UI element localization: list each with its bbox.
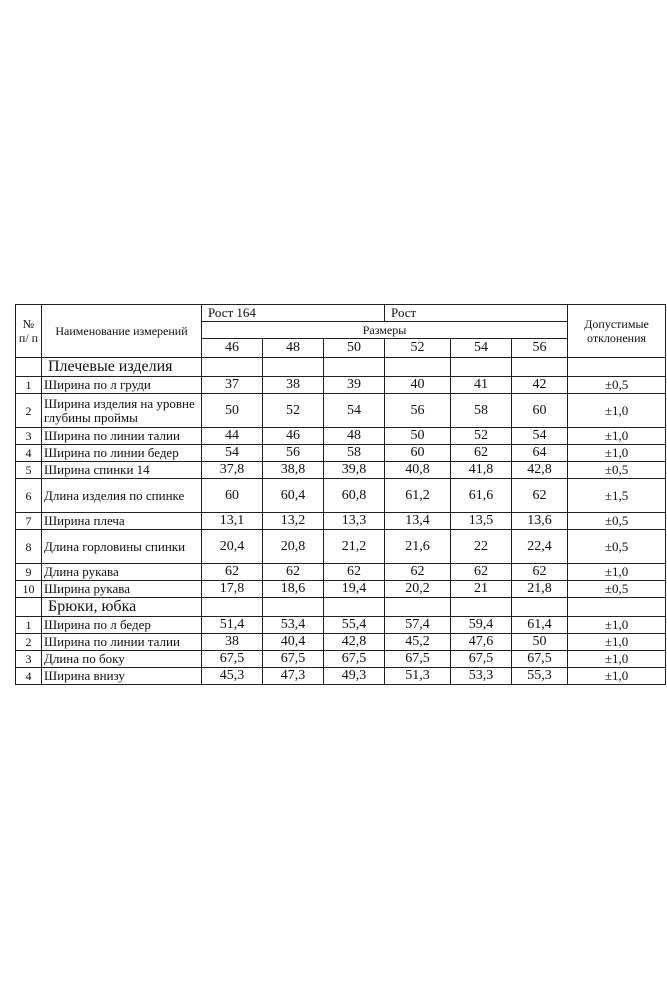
- size-value: 44: [202, 428, 263, 445]
- tolerance-value: ±1,0: [568, 445, 666, 462]
- size-value: 52: [263, 394, 324, 428]
- section-title: Плечевые изделия: [42, 358, 202, 377]
- measurement-name: Ширина по линии талии: [42, 634, 202, 651]
- size-value: 21,2: [324, 530, 385, 564]
- tolerance-value: ±1,0: [568, 634, 666, 651]
- size-col-46: 46: [202, 339, 263, 358]
- size-value: 39,8: [324, 462, 385, 479]
- size-value: 62: [451, 445, 512, 462]
- row-number: 3: [16, 428, 42, 445]
- size-value: 21,8: [512, 581, 568, 598]
- header-rost-left: Рост 164: [202, 305, 385, 322]
- tolerance-value: ±1,5: [568, 479, 666, 513]
- header-tolerance: Допустимые отклонения: [568, 305, 666, 358]
- size-value: 57,4: [385, 617, 451, 634]
- size-value: 61,2: [385, 479, 451, 513]
- size-value: 20,8: [263, 530, 324, 564]
- size-chart: [15, 304, 665, 685]
- size-value: 46: [263, 428, 324, 445]
- size-value: 13,3: [324, 513, 385, 530]
- table-row: [16, 564, 666, 581]
- size-value: 61,4: [512, 617, 568, 634]
- tolerance-value: ±0,5: [568, 377, 666, 394]
- size-value: 54: [324, 394, 385, 428]
- size-value: 42,8: [512, 462, 568, 479]
- size-col-50: 50: [324, 339, 385, 358]
- row-number: 1: [16, 377, 42, 394]
- size-value: 62: [263, 564, 324, 581]
- section-empty-cell: [451, 598, 512, 617]
- size-value: 59,4: [451, 617, 512, 634]
- measurement-name: Длина по боку: [42, 651, 202, 668]
- size-value: 17,8: [202, 581, 263, 598]
- header-rost-right: Рост: [385, 305, 568, 322]
- table-row: [16, 445, 666, 462]
- size-value: 22: [451, 530, 512, 564]
- size-value: 22,4: [512, 530, 568, 564]
- size-value: 40: [385, 377, 451, 394]
- size-value: 54: [202, 445, 263, 462]
- table-row: [16, 513, 666, 530]
- tolerance-value: ±1,0: [568, 394, 666, 428]
- size-col-48: 48: [263, 339, 324, 358]
- section-empty-cell: [451, 358, 512, 377]
- size-value: 48: [324, 428, 385, 445]
- tolerance-value: ±1,0: [568, 428, 666, 445]
- row-number: 4: [16, 668, 42, 685]
- size-value: 58: [324, 445, 385, 462]
- table-row: [16, 668, 666, 685]
- size-value: 54: [512, 428, 568, 445]
- measurement-name: Ширина изделия на уровне глубины проймы: [42, 394, 202, 428]
- tolerance-value: ±0,5: [568, 513, 666, 530]
- header-number: № п/ п: [16, 305, 42, 358]
- size-value: 67,5: [512, 651, 568, 668]
- size-value: 51,4: [202, 617, 263, 634]
- size-value: 40,4: [263, 634, 324, 651]
- tolerance-value: ±0,5: [568, 581, 666, 598]
- size-value: 67,5: [202, 651, 263, 668]
- size-value: 42,8: [324, 634, 385, 651]
- size-value: 60: [385, 445, 451, 462]
- section-empty-cell: [202, 598, 263, 617]
- section-empty-cell: [568, 358, 666, 377]
- size-value: 49,3: [324, 668, 385, 685]
- section-number-cell: [16, 358, 42, 377]
- section-number-cell: [16, 598, 42, 617]
- size-value: 41: [451, 377, 512, 394]
- measurement-name: Длина рукава: [42, 564, 202, 581]
- size-value: 20,2: [385, 581, 451, 598]
- tolerance-value: ±1,0: [568, 617, 666, 634]
- size-value: 37: [202, 377, 263, 394]
- section-empty-cell: [568, 598, 666, 617]
- size-value: 37,8: [202, 462, 263, 479]
- size-value: 38,8: [263, 462, 324, 479]
- size-value: 60: [512, 394, 568, 428]
- table-row: [16, 530, 666, 564]
- size-value: 67,5: [385, 651, 451, 668]
- size-value: 56: [263, 445, 324, 462]
- size-value: 13,5: [451, 513, 512, 530]
- section-title: Брюки, юбка: [42, 598, 202, 617]
- size-value: 51,3: [385, 668, 451, 685]
- measurement-name: Ширина по л груди: [42, 377, 202, 394]
- table-row: [16, 394, 666, 428]
- tolerance-value: ±1,0: [568, 668, 666, 685]
- size-value: 13,2: [263, 513, 324, 530]
- size-value: 40,8: [385, 462, 451, 479]
- header-name: Наименование измерений: [42, 305, 202, 358]
- measurement-name: Ширина рукава: [42, 581, 202, 598]
- header-sizes: Размеры: [202, 322, 568, 339]
- size-value: 45,2: [385, 634, 451, 651]
- size-value: 13,1: [202, 513, 263, 530]
- size-value: 56: [385, 394, 451, 428]
- size-value: 61,6: [451, 479, 512, 513]
- size-value: 42: [512, 377, 568, 394]
- section-empty-cell: [202, 358, 263, 377]
- row-number: 4: [16, 445, 42, 462]
- size-value: 62: [202, 564, 263, 581]
- measurement-name: Ширина по линии бедер: [42, 445, 202, 462]
- row-number: 9: [16, 564, 42, 581]
- size-value: 19,4: [324, 581, 385, 598]
- table-row: [16, 634, 666, 651]
- section-empty-cell: [324, 358, 385, 377]
- measurement-name: Ширина внизу: [42, 668, 202, 685]
- size-value: 52: [451, 428, 512, 445]
- size-value: 62: [385, 564, 451, 581]
- size-value: 60: [202, 479, 263, 513]
- tolerance-value: ±1,0: [568, 651, 666, 668]
- measurement-name: Длина горловины спинки: [42, 530, 202, 564]
- size-value: 21: [451, 581, 512, 598]
- size-value: 62: [512, 564, 568, 581]
- size-value: 62: [512, 479, 568, 513]
- section-empty-cell: [263, 358, 324, 377]
- section-empty-cell: [512, 358, 568, 377]
- table-row: [16, 428, 666, 445]
- size-value: 20,4: [202, 530, 263, 564]
- size-value: 47,3: [263, 668, 324, 685]
- measurement-name: Ширина плеча: [42, 513, 202, 530]
- size-value: 67,5: [263, 651, 324, 668]
- size-value: 21,6: [385, 530, 451, 564]
- table-row: [16, 462, 666, 479]
- size-value: 13,6: [512, 513, 568, 530]
- measurement-name: Длина изделия по спинке: [42, 479, 202, 513]
- measurement-name: Ширина спинки 14: [42, 462, 202, 479]
- size-value: 53,4: [263, 617, 324, 634]
- size-col-54: 54: [451, 339, 512, 358]
- row-number: 8: [16, 530, 42, 564]
- section-empty-cell: [263, 598, 324, 617]
- size-value: 38: [202, 634, 263, 651]
- section-empty-cell: [385, 598, 451, 617]
- measurement-name: Ширина по л бедер: [42, 617, 202, 634]
- size-value: 13,4: [385, 513, 451, 530]
- row-number: 6: [16, 479, 42, 513]
- tolerance-value: ±1,0: [568, 564, 666, 581]
- size-col-56: 56: [512, 339, 568, 358]
- size-col-52: 52: [385, 339, 451, 358]
- section-empty-cell: [385, 358, 451, 377]
- size-value: 62: [451, 564, 512, 581]
- size-value: 45,3: [202, 668, 263, 685]
- size-value: 50: [512, 634, 568, 651]
- row-number: 3: [16, 651, 42, 668]
- size-value: 38: [263, 377, 324, 394]
- size-value: 41,8: [451, 462, 512, 479]
- measurement-name: Ширина по линии талии: [42, 428, 202, 445]
- size-value: 47,6: [451, 634, 512, 651]
- size-value: 60,8: [324, 479, 385, 513]
- size-value: 67,5: [451, 651, 512, 668]
- tolerance-value: ±0,5: [568, 462, 666, 479]
- size-value: 55,4: [324, 617, 385, 634]
- size-value: 67,5: [324, 651, 385, 668]
- row-number: 5: [16, 462, 42, 479]
- size-value: 64: [512, 445, 568, 462]
- row-number: 1: [16, 617, 42, 634]
- table-row: [16, 377, 666, 394]
- size-value: 53,3: [451, 668, 512, 685]
- table-row: [16, 581, 666, 598]
- row-number: 2: [16, 634, 42, 651]
- section-empty-cell: [512, 598, 568, 617]
- size-value: 62: [324, 564, 385, 581]
- size-value: 50: [385, 428, 451, 445]
- section-empty-cell: [324, 598, 385, 617]
- size-value: 55,3: [512, 668, 568, 685]
- size-value: 39: [324, 377, 385, 394]
- row-number: 2: [16, 394, 42, 428]
- table-row: [16, 651, 666, 668]
- tolerance-value: ±0,5: [568, 530, 666, 564]
- measurements-table: [15, 304, 666, 685]
- size-value: 58: [451, 394, 512, 428]
- size-value: 18,6: [263, 581, 324, 598]
- size-value: 50: [202, 394, 263, 428]
- table-row: [16, 617, 666, 634]
- table-row: [16, 479, 666, 513]
- size-value: 60,4: [263, 479, 324, 513]
- row-number: 10: [16, 581, 42, 598]
- row-number: 7: [16, 513, 42, 530]
